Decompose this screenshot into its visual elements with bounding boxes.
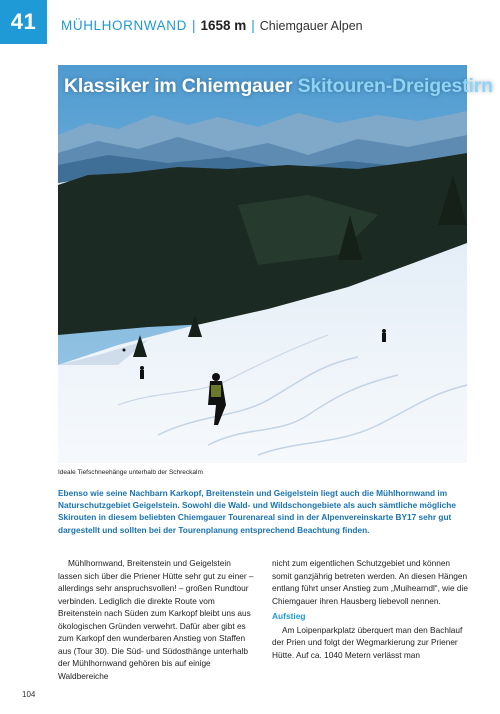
region: Chiemgauer Alpen bbox=[259, 19, 363, 33]
photo-title bbox=[64, 75, 493, 98]
section-heading-aufstieg: Aufstieg bbox=[272, 611, 306, 621]
photo-title-part2: Skitouren-Dreigestirn bbox=[297, 75, 493, 97]
intro-paragraph: Ebenso wie seine Nachbarn Karkopf, Breitenstein und Geigelstein liegt auch die Mühlhornwand im Naturschutzgebiet Geigelstein. Sowohl die Wald- und Wildschongebiete als auch sämtliche mögliche Skirouten in diesem beliebten Chiemgauer Tourenareal sind in der Alpenvereinskarte BY17 sehr gut dargestellt und sollten bei der Tourenplanung entsprechend Beachtung finden. bbox=[58, 488, 456, 535]
photo-title-part1: Klassiker im Chiemgauer bbox=[64, 75, 298, 97]
body-paragraph: Mühlhornwand, Breitenstein und Geigelstein lassen sich über die Priener Hütte sehr gut zu einer – allerdings sehr anspruchsvollen! – großen Rundtour verbinden. Lediglich die direkte Route vom Breitenstein nach Süden zum Karkopf bleibt uns aus ökologischen Gründen verwehrt. Dafür aber gibt es zum Karkopf den wunderbaren Anstieg von Staffen aus (Tour 30). Die Süd- und Südosthänge unterhalb der Mühlhornwand gehören bis auf einige Waldbereiche bbox=[58, 558, 254, 681]
body-column-left bbox=[58, 557, 254, 682]
page-number: 104 bbox=[22, 690, 36, 699]
body-column-right bbox=[272, 557, 468, 661]
ski-slope-photo bbox=[58, 65, 493, 463]
body-paragraph: Am Loipenparkplatz überquert man den Bachlauf der Prien und folgt der Wegmarkierung zur Priener Hütte. Auf ca. 1040 Metern verlässt man bbox=[272, 624, 463, 660]
tour-number-badge: 41 bbox=[0, 0, 47, 44]
page-header bbox=[61, 17, 363, 35]
altitude: 1658 m bbox=[200, 18, 247, 33]
header-separator: | bbox=[251, 18, 255, 33]
body-paragraph: nicht zum eigentlichen Schutzgebiet und können somit ganzjährig betreten werden. An diesen Hängen entlang führt unser Anstieg zum „Muihearndl“, wie die Chiemgauer ihren Hausberg liebevoll nennen. bbox=[272, 558, 469, 606]
tour-title: MÜHLHORNWAND bbox=[61, 18, 187, 33]
photo-illustration bbox=[58, 65, 467, 463]
photo-caption: Ideale Tiefschneehänge unterhalb der Schreckalm bbox=[58, 469, 203, 476]
header-separator: | bbox=[191, 18, 196, 33]
